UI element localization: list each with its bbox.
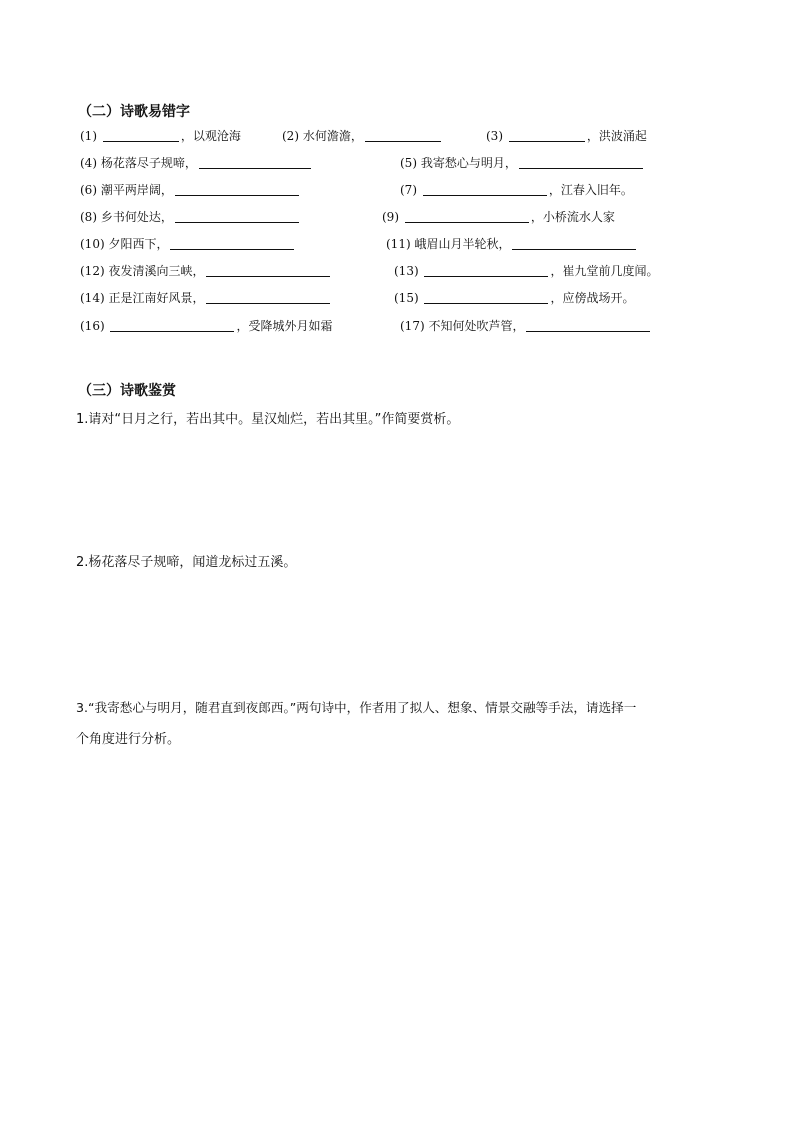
item-number: (11) — [386, 237, 411, 251]
fill-item-8 — [80, 209, 301, 225]
item-text-before: 正是江南好风景， — [108, 291, 205, 305]
item-text-after: ，受降城外月如霜 — [236, 319, 333, 333]
fill-item-16 — [80, 318, 332, 334]
answer-blank[interactable] — [206, 264, 330, 277]
question-2 — [76, 554, 296, 572]
fill-item-11 — [386, 236, 638, 252]
fill-item-14 — [80, 290, 332, 306]
question-text: 1.请对“日月之行，若出其中。星汉灿烂，若出其里。”作简要赏析。 — [76, 412, 460, 427]
fill-item-7 — [400, 182, 633, 198]
item-text-after: ，以观沧海 — [180, 129, 241, 143]
answer-blank[interactable] — [512, 237, 636, 250]
fill-item-4 — [80, 155, 313, 171]
fill-item-10 — [80, 236, 296, 252]
question-text-line-2: 个角度进行分析。 — [76, 732, 181, 747]
item-number: (6) — [80, 183, 97, 197]
fill-item-2 — [282, 128, 443, 144]
item-number: (14) — [80, 291, 105, 305]
item-number: (1) — [80, 129, 97, 143]
item-number: (15) — [394, 291, 419, 305]
item-text-after: ，洪波涌起 — [586, 129, 647, 143]
answer-blank[interactable] — [206, 291, 330, 304]
answer-blank[interactable] — [424, 291, 548, 304]
item-number: (12) — [80, 264, 105, 278]
item-text-before: 水何澹澹， — [302, 129, 363, 143]
answer-blank[interactable] — [170, 237, 294, 250]
item-text-after: ，小桥流水人家 — [530, 210, 615, 224]
question-text-line-1: 3.“我寄愁心与明月，随君直到夜郎西。”两句诗中，作者用了拟人、想象、情景交融等手法，请选择一 — [76, 700, 637, 715]
item-text-before: 我寄愁心与明月， — [420, 156, 517, 170]
answer-blank[interactable] — [110, 319, 234, 332]
item-text-after: ，崔九堂前几度闻。 — [550, 264, 659, 278]
item-number: (2) — [282, 129, 299, 143]
item-number: (4) — [80, 156, 97, 170]
answer-blank[interactable] — [199, 156, 311, 169]
item-number: (9) — [382, 210, 399, 224]
answer-blank[interactable] — [519, 156, 643, 169]
item-number: (10) — [80, 237, 105, 251]
fill-item-9 — [382, 209, 615, 225]
answer-blank[interactable] — [424, 264, 548, 277]
fill-item-13 — [394, 263, 658, 279]
fill-item-6 — [80, 182, 301, 198]
item-number: (5) — [400, 156, 417, 170]
item-text-after: ，应傍战场开。 — [550, 291, 635, 305]
item-number: (17) — [400, 319, 425, 333]
section-3-heading: （三）诗歌鉴赏 — [78, 383, 176, 399]
item-text-before: 杨花落尽子规啼， — [100, 156, 197, 170]
item-text-before: 乡书何处达， — [100, 210, 173, 224]
item-text-before: 夜发清溪向三峡， — [108, 264, 205, 278]
item-text-before: 峨眉山月半轮秋， — [414, 237, 511, 251]
item-text-after: ，江春入旧年。 — [548, 183, 633, 197]
question-3 — [76, 699, 726, 749]
fill-item-17 — [400, 318, 652, 334]
fill-item-5 — [400, 155, 645, 171]
answer-blank[interactable] — [103, 129, 179, 142]
item-number: (3) — [486, 129, 503, 143]
item-number: (7) — [400, 183, 417, 197]
section-2-heading: （二）诗歌易错字 — [78, 104, 190, 120]
item-text-before: 不知何处吹芦管， — [428, 319, 525, 333]
item-number: (8) — [80, 210, 97, 224]
answer-blank[interactable] — [175, 183, 299, 196]
item-number: (16) — [80, 319, 105, 333]
item-text-before: 潮平两岸阔， — [100, 183, 173, 197]
answer-blank[interactable] — [405, 210, 529, 223]
question-text: 2.杨花落尽子规啼，闻道龙标过五溪。 — [76, 555, 297, 570]
fill-item-12 — [80, 263, 332, 279]
answer-blank[interactable] — [175, 210, 299, 223]
answer-blank[interactable] — [509, 129, 585, 142]
fill-item-15 — [394, 290, 634, 306]
answer-blank[interactable] — [365, 129, 441, 142]
item-number: (13) — [394, 264, 419, 278]
answer-blank[interactable] — [423, 183, 547, 196]
item-text-before: 夕阳西下， — [108, 237, 169, 251]
fill-item-1 — [80, 128, 241, 144]
question-1 — [76, 411, 459, 429]
answer-blank[interactable] — [526, 319, 650, 332]
fill-item-3 — [486, 128, 647, 144]
